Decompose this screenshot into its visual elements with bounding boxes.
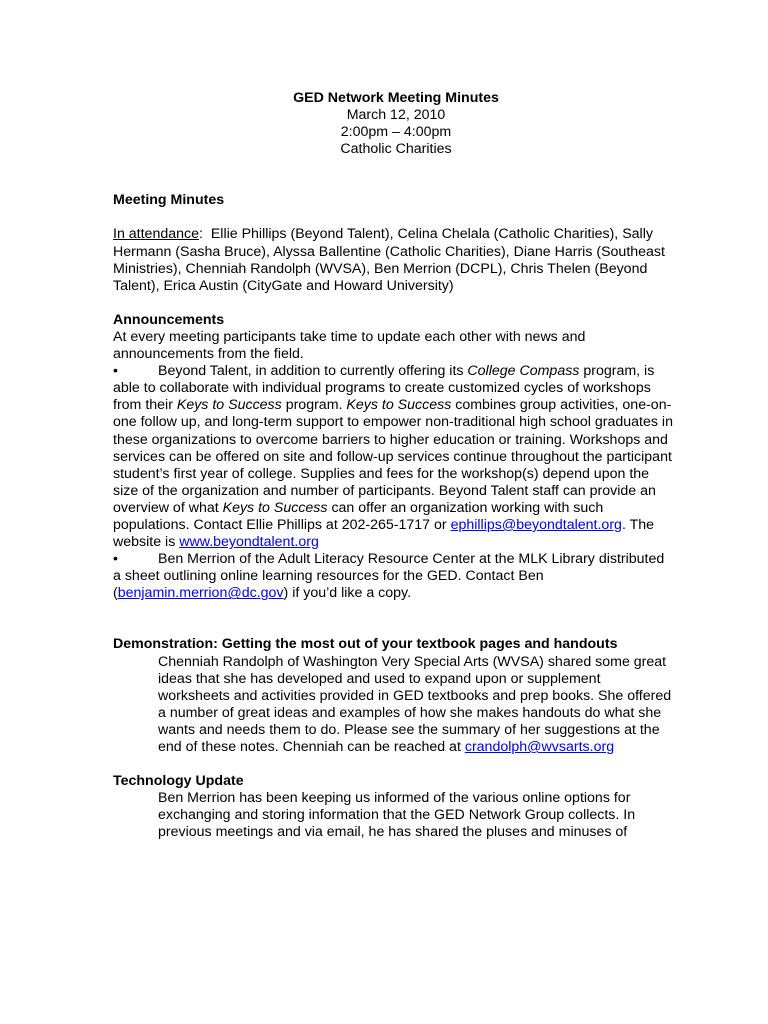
bullet-text: program. (281, 397, 347, 414)
bullet-text: ) if you’d like a copy. (283, 585, 412, 602)
attendance-list: Ellie Phillips (Beyond Talent), Celina Chelala (Catholic Charities), Sally Hermann (Sasha Bruce), Alyssa Ballentine (Catholic Charities), Diane Harris (Southeast Ministries), Chenniah Randolph (WVSA), Ben Merrion (DCPL), Chris Thelen (Beyond Talent), Erica Austin (CityGate and Howard University) (113, 226, 665, 294)
spacer (113, 158, 673, 192)
bullet-icon: • (113, 363, 118, 380)
announcements-intro: At every meeting participants take time to update each other with news and announcements from the field. (113, 328, 586, 363)
ben-email-link[interactable]: benjamin.merrion@dc.gov (117, 585, 284, 602)
announcements-heading: Announcements (113, 311, 225, 328)
spacer (113, 295, 673, 312)
ellie-email-link[interactable]: ephillips@beyondtalent.org (450, 516, 622, 533)
demonstration-paragraph (158, 654, 673, 757)
spacer (113, 602, 673, 636)
program-name: Keys to Success (346, 397, 452, 414)
program-name: Keys to Success (222, 499, 328, 516)
bullet-icon: • (113, 551, 118, 568)
technology-paragraph: Ben Merrion has been keeping us informed of the various online options for exchanging and storing information that the GED Network Group collects. In previous meetings and via email, he has shared the pluses and minuses of (158, 790, 636, 841)
document-title: GED Network Meeting Minutes (293, 90, 499, 106)
announcement-bullet-beyond-talent (113, 363, 673, 551)
bullet-text: Beyond Talent, in addition to currently offering its (158, 363, 468, 380)
program-name: College Compass (467, 363, 580, 380)
demonstration-heading: Demonstration: Getting the most out of your textbook pages and handouts (113, 636, 618, 653)
attendance-label: In attendance (113, 226, 199, 243)
technology-heading: Technology Update (113, 773, 244, 790)
meeting-time: 2:00pm – 4:00pm (340, 124, 452, 141)
meeting-location: Catholic Charities (340, 141, 452, 158)
bullet-text: combines group activities, one-on-one follow up, and long-term support to empower non-traditional high school graduates in these organizations to overcome barriers to higher education or training. Workshops and services can be offered on site and follow-up services continue throughout the participant student’s first year of college. Supplies and fees for the workshop(s) depend upon the size of the organization and number of participants. Beyond Talent staff can provide an overview of what (113, 397, 673, 516)
bullet-text: program, is able to collaborate with individual programs to create customized cycles of workshops from their (113, 363, 655, 414)
demonstration-text: Chenniah Randolph of Washington Very Special Arts (WVSA) shared some great ideas that she has developed and used to expand upon or supplement worksheets and activities provided in GED textbooks and prep books. She offered a number of great ideas and examples of how she makes handouts do what she wants and needs them to do. Please see the summary of her suggestions at the end of these notes. Chenniah can be reached at (158, 653, 672, 755)
bullet-text: can offer an organization working with such populations. Contact Ellie Phillips at 202-265-1717 or (113, 499, 604, 533)
chenniah-email-link[interactable]: crandolph@wvsarts.org (464, 739, 615, 755)
attendance-paragraph (113, 226, 673, 294)
spacer (113, 209, 673, 226)
attendance-colon: : (198, 226, 203, 243)
bullet-text: Ben Merrion of the Adult Literacy Resource Center at the MLK Library distributed a sheet outlining online learning resources for the GED. Contact Ben ( (113, 551, 665, 602)
beyond-talent-website-link[interactable]: www.beyondtalent.org (179, 534, 319, 551)
spacer (113, 756, 673, 773)
meeting-minutes-heading: Meeting Minutes (113, 192, 225, 209)
program-name: Keys to Success (176, 397, 282, 414)
meeting-date: March 12, 2010 (346, 107, 446, 124)
announcement-bullet-mlk-library (113, 551, 673, 602)
document-header (113, 90, 679, 158)
bullet-text: . The website is (113, 516, 655, 551)
document-page (113, 90, 673, 841)
